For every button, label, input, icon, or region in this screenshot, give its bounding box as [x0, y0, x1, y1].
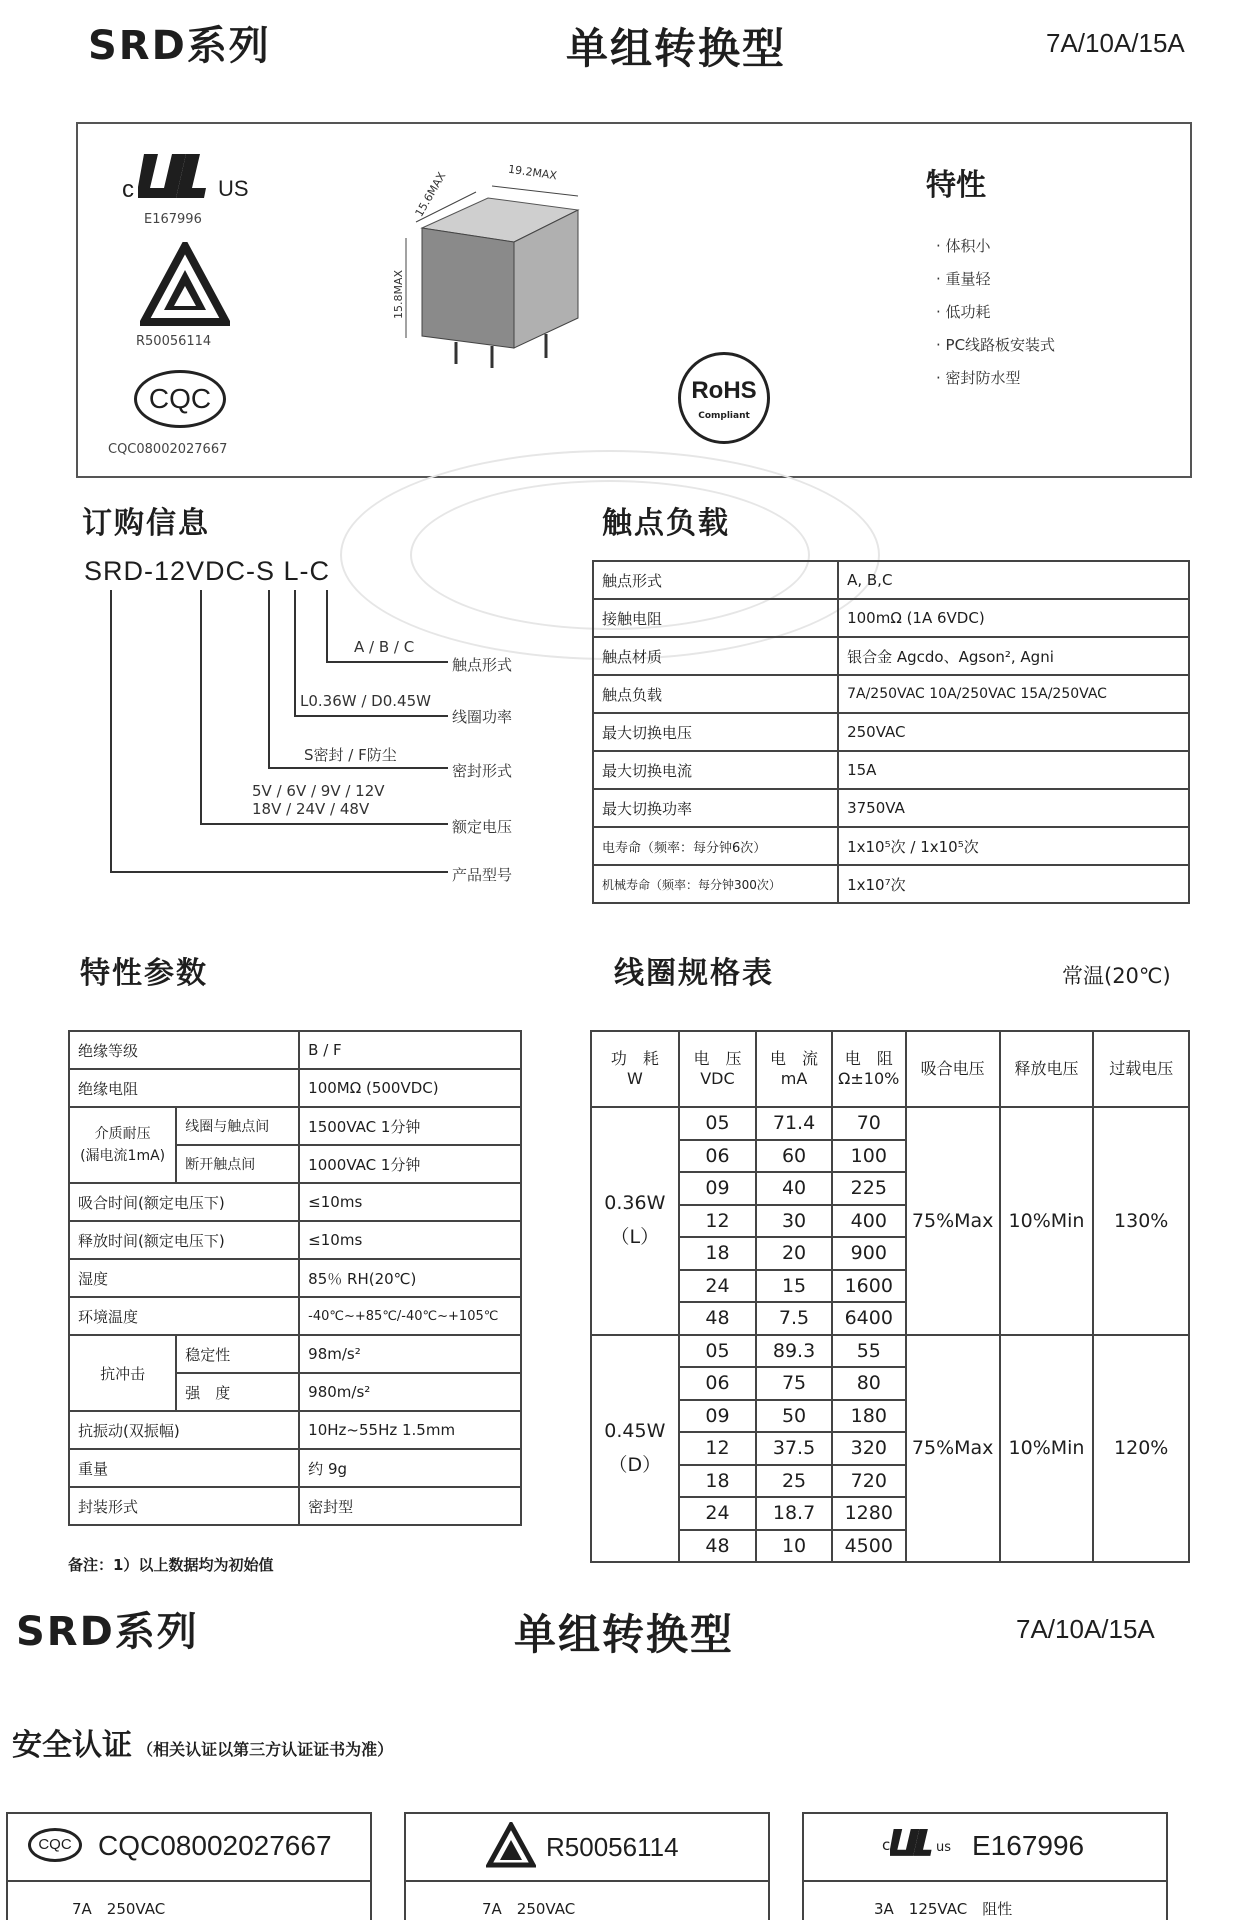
param-value: 980m/s²: [299, 1373, 521, 1411]
param-value: 15A: [838, 751, 1189, 789]
param-value: 250VAC: [838, 713, 1189, 751]
current-cell: 50: [756, 1400, 832, 1433]
coil-table-title: 线圈规格表: [614, 956, 774, 991]
param-value: 密封型: [299, 1487, 521, 1525]
param-name: 机械寿命（频率：每分钟300次）: [593, 865, 838, 903]
table-row: [69, 1069, 521, 1107]
header-text: W: [626, 1069, 643, 1088]
resistance-cell: 6400: [832, 1302, 906, 1335]
voltage-cell: 18: [679, 1465, 757, 1498]
contact-load-table: [592, 560, 1190, 904]
pickup-cell: 75%Max: [906, 1335, 1000, 1563]
ord-hline: [294, 715, 448, 717]
table-row: [69, 1449, 521, 1487]
resistance-cell: 100: [832, 1140, 906, 1173]
param-value: ≤10ms: [299, 1183, 521, 1221]
col-header-current: [756, 1031, 832, 1107]
voltage-cell: 09: [679, 1172, 757, 1205]
page2-rating-title: 7A/10A/15A: [1016, 1614, 1155, 1644]
col-header-voltage: [679, 1031, 757, 1107]
param-name: 触点负载: [593, 675, 838, 713]
opt-contact: A / B / C: [354, 638, 415, 656]
current-cell: 10: [756, 1530, 832, 1563]
product-overview-box: [76, 122, 1192, 478]
lbl-seal: 密封形式: [452, 762, 513, 780]
features-title: 特性: [926, 168, 986, 203]
param-value: 银合金 Agcdo、Agson², Agni: [838, 637, 1189, 675]
current-cell: 18.7: [756, 1497, 832, 1530]
power-code: （D）: [608, 1453, 662, 1476]
param-value: 100MΩ (500VDC): [299, 1069, 521, 1107]
resistance-cell: 4500: [832, 1530, 906, 1563]
resistance-cell: 900: [832, 1237, 906, 1270]
voltage-cell: 06: [679, 1367, 757, 1400]
header-text: Ω±10%: [838, 1069, 900, 1088]
current-cell: 89.3: [756, 1335, 832, 1368]
param-value: -40℃~+85℃/-40℃~+105℃: [299, 1297, 521, 1335]
table-row: [69, 1259, 521, 1297]
col-header-release: 释放电压: [1000, 1031, 1094, 1107]
header-text: 电 压: [693, 1049, 742, 1068]
table-row: [593, 599, 1189, 637]
param-value: 100mΩ (1A 6VDC): [838, 599, 1189, 637]
param-value: 1x10⁷次: [838, 865, 1189, 903]
opt-voltage-2: 18V / 24V / 48V: [252, 800, 370, 818]
ul-logo: [122, 148, 252, 208]
ul-small-c: c: [882, 1836, 891, 1854]
voltage-cell: 48: [679, 1530, 757, 1563]
ul-number: E167996: [144, 212, 202, 227]
lbl-contact: 触点形式: [452, 656, 513, 674]
param-name: 封装形式: [69, 1487, 299, 1525]
voltage-cell: 05: [679, 1107, 757, 1140]
cert-divider: [8, 1880, 370, 1882]
current-cell: 37.5: [756, 1432, 832, 1465]
resistance-cell: 80: [832, 1367, 906, 1400]
table-row: [593, 789, 1189, 827]
param-value: B / F: [299, 1031, 521, 1069]
features-list: [936, 230, 1055, 395]
table-row: [593, 865, 1189, 903]
table-row: [593, 827, 1189, 865]
param-name: 强 度: [176, 1373, 299, 1411]
feature-item: · 低功耗: [936, 303, 991, 321]
header-text: 电 流: [770, 1049, 819, 1068]
power-value: 0.36W: [604, 1192, 666, 1215]
page2-type-title: 单组转换型: [514, 1610, 735, 1659]
table-row: [593, 561, 1189, 599]
ord-vline: [268, 590, 270, 768]
param-value: 3750VA: [838, 789, 1189, 827]
param-value: 约 9g: [299, 1449, 521, 1487]
type-title: 单组转换型: [566, 24, 787, 73]
cert-tuv-rating: 7A 250VAC: [482, 1900, 576, 1918]
opt-power: L0.36W / D0.45W: [300, 692, 431, 710]
param-name: 环境温度: [69, 1297, 299, 1335]
relay-depth-dim: 15.6MAX: [412, 170, 449, 219]
param-name: (漏电流1mA): [80, 1148, 166, 1164]
rohs-logo: [678, 352, 770, 444]
col-header-overload: 过载电压: [1093, 1031, 1189, 1107]
cert-cqc-number: CQC08002027667: [98, 1830, 332, 1861]
param-value: 85％ RH(20℃): [299, 1259, 521, 1297]
voltage-cell: 09: [679, 1400, 757, 1433]
ord-hline: [326, 661, 448, 663]
power-code: （L）: [610, 1226, 660, 1249]
ul-icon: [138, 150, 210, 204]
cert-box-cqc: [6, 1812, 372, 1920]
param-name: 吸合时间(额定电压下): [69, 1183, 299, 1221]
param-name: 抗冲击: [69, 1335, 176, 1411]
feature-item: · 体积小: [936, 237, 991, 255]
header-text: VDC: [700, 1069, 735, 1088]
cert-ul-rating: 3A 125VAC 阻性: [874, 1900, 1013, 1918]
relay-width-dim: 19.2MAX: [507, 162, 558, 183]
param-name: 绝缘等级: [69, 1031, 299, 1069]
param-value: 1500VAC 1分钟: [299, 1107, 521, 1145]
overload-cell: 130%: [1093, 1107, 1189, 1335]
feature-item: · 重量轻: [936, 270, 991, 288]
param-name: 触点形式: [593, 561, 838, 599]
param-value: 7A/250VAC 10A/250VAC 15A/250VAC: [838, 675, 1189, 713]
tuv-number: R50056114: [136, 334, 212, 349]
ord-vline: [200, 590, 202, 824]
col-header-pickup: 吸合电压: [906, 1031, 1000, 1107]
opt-seal: S密封 / F防尘: [304, 746, 397, 764]
current-cell: 30: [756, 1205, 832, 1238]
cqc-logo: CQC: [134, 370, 226, 428]
char-params-table: [68, 1030, 522, 1526]
safety-cert-heading: [12, 1720, 393, 1764]
param-value: 1000VAC 1分钟: [299, 1145, 521, 1183]
voltage-cell: 24: [679, 1497, 757, 1530]
ord-vline: [326, 590, 328, 662]
ord-hline: [110, 871, 448, 873]
ul-c-mark: c: [122, 176, 134, 203]
resistance-cell: 70: [832, 1107, 906, 1140]
table-row: [591, 1335, 1189, 1368]
current-cell: 71.4: [756, 1107, 832, 1140]
cert-divider: [406, 1880, 768, 1882]
param-name: 最大切换电压: [593, 713, 838, 751]
param-name: 释放时间(额定电压下): [69, 1221, 299, 1259]
param-name: 抗振动(双振幅): [69, 1411, 299, 1449]
param-name: 最大切换电流: [593, 751, 838, 789]
table-row: [69, 1335, 521, 1373]
current-cell: 40: [756, 1172, 832, 1205]
power-cell: [591, 1107, 679, 1335]
feature-item: · 密封防水型: [936, 369, 1021, 387]
param-value: ≤10ms: [299, 1221, 521, 1259]
resistance-cell: 225: [832, 1172, 906, 1205]
voltage-cell: 18: [679, 1237, 757, 1270]
cqc-small-logo: CQC: [28, 1828, 82, 1862]
voltage-cell: 05: [679, 1335, 757, 1368]
resistance-cell: 320: [832, 1432, 906, 1465]
col-header-resistance: [832, 1031, 906, 1107]
current-cell: 20: [756, 1237, 832, 1270]
param-name: 线圈与触点间: [176, 1107, 299, 1145]
safety-note: （相关认证以第三方认证证书为准）: [137, 1740, 394, 1759]
voltage-cell: 24: [679, 1270, 757, 1303]
table-row: [591, 1107, 1189, 1140]
cert-box-ul: [802, 1812, 1168, 1920]
tuv-triangle-icon: [140, 242, 230, 326]
table-row: [69, 1107, 521, 1145]
param-name: 介质耐压: [94, 1126, 151, 1142]
table-row: [69, 1411, 521, 1449]
cert-box-tuv: [404, 1812, 770, 1920]
param-value: 10Hz~55Hz 1.5mm: [299, 1411, 521, 1449]
param-value: A, B,C: [838, 561, 1189, 599]
resistance-cell: 55: [832, 1335, 906, 1368]
table-row: [593, 713, 1189, 751]
table-row: [593, 675, 1189, 713]
char-params-note: 备注：1）以上数据均为初始值: [68, 1556, 274, 1574]
voltage-cell: 06: [679, 1140, 757, 1173]
feature-item: · PC线路板安装式: [936, 336, 1056, 354]
page2-series-title: SRD系列: [16, 1609, 199, 1655]
ord-hline: [200, 823, 448, 825]
param-name: 稳定性: [176, 1335, 299, 1373]
ordering-code: SRD-12VDC-S L-C: [84, 556, 331, 586]
param-group-dielectric: [69, 1107, 176, 1183]
table-row: [69, 1487, 521, 1525]
resistance-cell: 720: [832, 1465, 906, 1498]
param-name: 重量: [69, 1449, 299, 1487]
cqc-number: CQC08002027667: [108, 442, 228, 457]
ordering-title: 订购信息: [82, 506, 210, 541]
voltage-cell: 12: [679, 1205, 757, 1238]
header-text: 功 耗: [610, 1049, 659, 1068]
voltage-cell: 48: [679, 1302, 757, 1335]
current-cell: 60: [756, 1140, 832, 1173]
param-name: 触点材质: [593, 637, 838, 675]
param-name: 最大切换功率: [593, 789, 838, 827]
power-cell: [591, 1335, 679, 1563]
cert-ul-number: E167996: [972, 1830, 1085, 1861]
ord-vline: [110, 590, 112, 872]
series-title: SRD系列: [88, 23, 271, 69]
cert-divider: [804, 1880, 1166, 1882]
current-cell: 7.5: [756, 1302, 832, 1335]
ul-small-us: us: [936, 1840, 952, 1855]
pickup-cell: 75%Max: [906, 1107, 1000, 1335]
table-row: [69, 1297, 521, 1335]
cert-cqc-rating: 7A 250VAC: [72, 1900, 166, 1918]
resistance-cell: 180: [832, 1400, 906, 1433]
current-cell: 75: [756, 1367, 832, 1400]
ord-hline: [268, 767, 448, 769]
release-cell: 10%Min: [1000, 1107, 1094, 1335]
resistance-cell: 1600: [832, 1270, 906, 1303]
ord-vline: [294, 590, 296, 716]
table-row: [593, 751, 1189, 789]
table-row: [69, 1183, 521, 1221]
relay-height-dim: 15.8MAX: [392, 269, 406, 320]
table-row: [69, 1221, 521, 1259]
coil-header-row: [591, 1031, 1189, 1107]
param-name: 湿度: [69, 1259, 299, 1297]
header-text: mA: [780, 1069, 808, 1088]
param-name: 电寿命（频率：每分钟6次）: [593, 827, 838, 865]
tuv-small-icon: [486, 1822, 536, 1868]
col-header-power: [591, 1031, 679, 1107]
contact-load-title: 触点负载: [602, 506, 730, 541]
rohs-label: RoHS: [691, 377, 757, 404]
param-value: 98m/s²: [299, 1335, 521, 1373]
current-cell: 25: [756, 1465, 832, 1498]
param-name: 断开触点间: [176, 1145, 299, 1183]
coil-spec-table: [590, 1030, 1190, 1563]
overload-cell: 120%: [1093, 1335, 1189, 1563]
coil-table-temp: 常温(20℃): [1062, 964, 1171, 988]
lbl-model: 产品型号: [452, 866, 513, 884]
current-cell: 15: [756, 1270, 832, 1303]
power-value: 0.45W: [604, 1419, 666, 1442]
rating-title: 7A/10A/15A: [1046, 28, 1185, 58]
release-cell: 10%Min: [1000, 1335, 1094, 1563]
param-value: 1x10⁵次 / 1x10⁵次: [838, 827, 1189, 865]
ul-small-icon: [890, 1826, 934, 1860]
rohs-sub: Compliant: [698, 411, 750, 421]
param-name: 接触电阻: [593, 599, 838, 637]
resistance-cell: 400: [832, 1205, 906, 1238]
table-row: [69, 1031, 521, 1069]
voltage-cell: 12: [679, 1432, 757, 1465]
header-text: 电 阻: [844, 1049, 893, 1068]
ul-us-mark: US: [218, 176, 249, 201]
param-name: 绝缘电阻: [69, 1069, 299, 1107]
lbl-voltage: 额定电压: [452, 818, 513, 836]
resistance-cell: 1280: [832, 1497, 906, 1530]
safety-title: 安全认证: [12, 1728, 132, 1763]
table-row: [593, 637, 1189, 675]
opt-voltage-1: 5V / 6V / 9V / 12V: [252, 782, 385, 800]
lbl-power: 线圈功率: [452, 708, 513, 726]
char-params-title: 特性参数: [80, 956, 208, 991]
cert-tuv-number: R50056114: [546, 1832, 679, 1862]
